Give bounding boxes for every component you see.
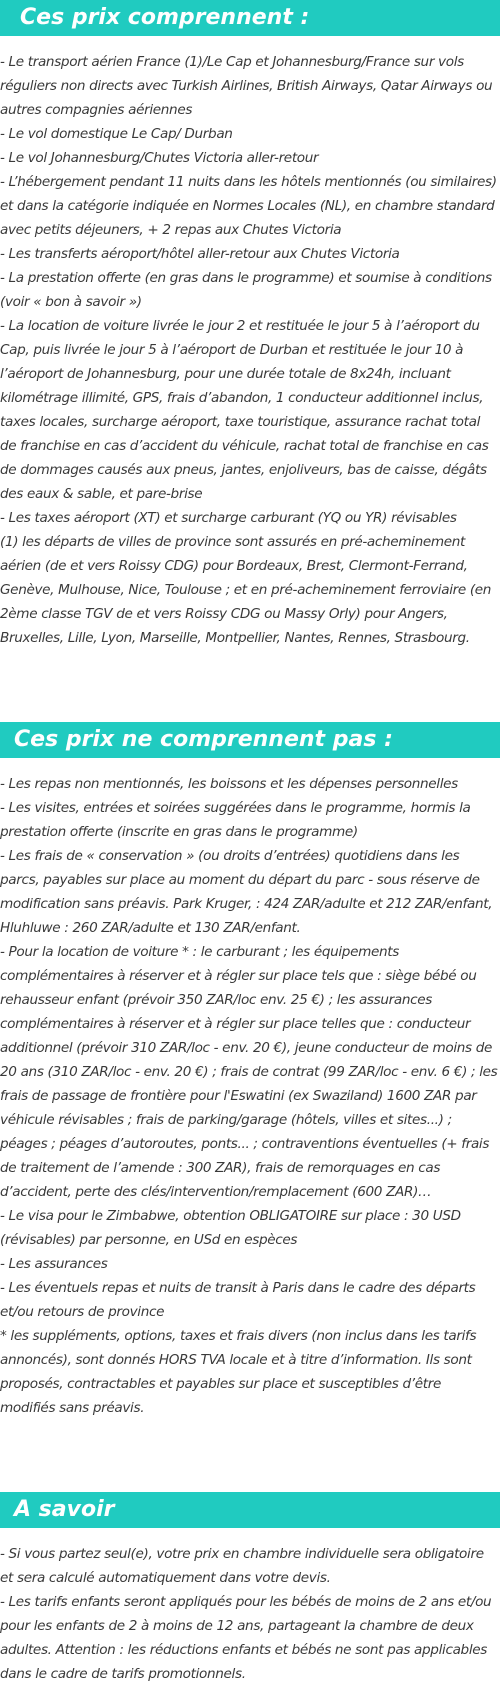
not-included-item: - Les repas non mentionnés, les boissons et les dépenses personnelles [0, 776, 458, 792]
not-included-item: - Les assurances [0, 1256, 108, 1272]
good-to-know-item: - Les tarifs enfants seront appliqués pour les bébés de moins de 2 ans et/ou pour les enfants de 2 à moins de 12 ans, partageant la chambre de deux adultes. Attention : les réductions enfants et bébés ne sont pas applicables dans le cadre de tarifs promotionnels. [0, 1594, 492, 1682]
good-to-know-list [0, 1528, 500, 1686]
included-footnote: (1) les départs de villes de province sont assurés en pré-acheminement aérien (de et vers Roissy CDG) pour Bordeaux, Brest, Clermont-Ferrand, Genève, Mulhouse, Nice, Toulouse ; et en pré-acheminement ferroviaire (en 2ème classe TGV de et vers Roissy CDG ou Massy Orly) pour Angers, Bruxelles, Lille, Lyon, Marseille, Montpellier, Nantes, Rennes, Strasbourg. [0, 534, 492, 646]
included-item: - Les transferts aéroport/hôtel aller-retour aux Chutes Victoria [0, 246, 400, 262]
included-section [0, 0, 500, 650]
not-included-footnote: * les suppléments, options, taxes et frais divers (non inclus dans les tarifs annoncés), sont donnés HORS TVA locale et à titre d’information. Ils sont proposés, contractables et payables sur place et susceptibles d’être modifiés sans préavis. [0, 1328, 477, 1416]
included-item: - Le transport aérien France (1)/Le Cap et Johannesburg/France sur vols réguliers non directs avec Turkish Airlines, British Airways, Qatar Airways ou autres compagnies aériennes [0, 54, 493, 118]
included-item: - Le vol domestique Le Cap/ Durban [0, 126, 233, 142]
included-item: - L’hébergement pendant 11 nuits dans les hôtels mentionnés (ou similaires) et dans la catégorie indiquée en Normes Locales (NL), en chambre standard avec petits déjeuners, + 2 repas aux Chutes Victoria [0, 174, 497, 238]
included-item: - La prestation offerte (en gras dans le programme) et soumise à conditions (voir « bon à savoir ») [0, 270, 492, 310]
not-included-item: - Les visites, entrées et soirées suggérées dans le programme, hormis la prestation offerte (inscrite en gras dans le programme) [0, 800, 471, 840]
not-included-section [0, 722, 500, 1420]
included-item: - Les taxes aéroport (XT) et surcharge carburant (YQ ou YR) révisables [0, 510, 457, 526]
included-heading: Ces prix comprennent : [0, 0, 500, 36]
included-item: - La location de voiture livrée le jour 2 et restituée le jour 5 à l’aéroport du Cap, puis livrée le jour 5 à l’aéroport de Durban et restituée le jour 10 à l’aéroport de Johannesburg, pour une durée totale de 8x24h, incluant kilométrage illimité, GPS, frais d’abandon, 1 conducteur additionnel inclus, taxes locales, surcharge aéroport, taxe touristique, assurance rachat total de franchise en cas d’accident du véhicule, rachat total de franchise en cas de dommages causés aux pneus, jantes, enjoliveurs, bas de caisse, dégâts des eaux & sable, et pare-brise [0, 318, 489, 502]
not-included-item: - Pour la location de voiture * : le carburant ; les équipements complémentaires à réserver et à régler sur place tels que : siège bébé ou rehausseur enfant (prévoir 350 ZAR/loc env. 25 €) ; les assurances complémentaires à réserver et à régler sur place telles que : conducteur additionnel (prévoir 310 ZAR/loc - env. 20 €), jeune conducteur de moins de 20 ans (310 ZAR/loc - env. 20 €) ; frais de contrat (99 ZAR/loc - env. 6 €) ; les frais de passage de frontière pour l'Eswatini (ex Swaziland) 1600 ZAR par véhicule révisables ; frais de parking/garage (hôtels, villes et sites...) ; péages ; péages d’autoroutes, ponts... ; contraventions éventuelles (+ frais de traitement de l’amende : 300 ZAR), frais de remorquages en cas d’accident, perte des clés/intervention/remplacement (600 ZAR)… [0, 944, 498, 1200]
not-included-heading: Ces prix ne comprennent pas : [0, 722, 500, 758]
not-included-item: - Les éventuels repas et nuits de transit à Paris dans le cadre des départs et/ou retours de province [0, 1280, 476, 1320]
good-to-know-section [0, 1492, 500, 1686]
included-item: - Le vol Johannesburg/Chutes Victoria aller-retour [0, 150, 319, 166]
included-list [0, 36, 500, 650]
not-included-item: - Les frais de « conservation » (ou droits d’entrées) quotidiens dans les parcs, payables sur place au moment du départ du parc - sous réserve de modification sans préavis. Park Kruger, : 424 ZAR/adulte et 212 ZAR/enfant, Hluhluwe : 260 ZAR/adulte et 130 ZAR/enfant. [0, 848, 493, 936]
not-included-item: - Le visa pour le Zimbabwe, obtention OBLIGATOIRE sur place : 30 USD (révisables) par personne, en USd en espèces [0, 1208, 461, 1248]
good-to-know-heading: A savoir [0, 1492, 500, 1528]
not-included-list [0, 758, 500, 1420]
good-to-know-item: - Si vous partez seul(e), votre prix en chambre individuelle sera obligatoire et sera calculé automatiquement dans votre devis. [0, 1546, 484, 1586]
